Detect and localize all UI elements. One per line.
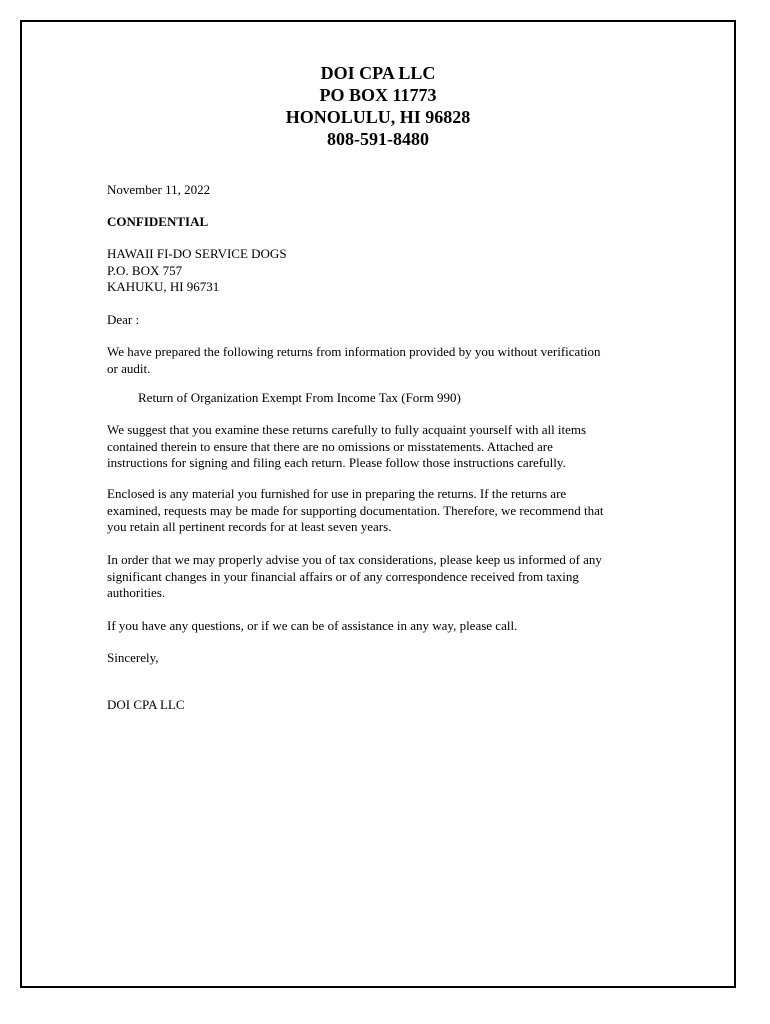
paragraph-line: We suggest that you examine these returns carefully to fully acquaint yourself with all items: [107, 422, 587, 437]
paragraph-line: In order that we may properly advise you of tax considerations, please keep us informed of any: [107, 552, 602, 567]
paragraph-line: significant changes in your financial affairs or of any correspondence received from taxing: [107, 568, 579, 584]
paragraph-line: examined, requests may be made for supporting documentation. Therefore, we recommend that: [107, 502, 604, 518]
firm-city-state-zip: HONOLULU, HI 96828: [285, 107, 471, 127]
return-item: Return of Organization Exempt From Income Tax (Form 990): [138, 390, 461, 405]
paragraph-tax-considerations: [107, 552, 647, 602]
recipient-po-box: P.O. BOX 757: [107, 262, 183, 278]
paragraph-line: Enclosed is any material you furnished for use in preparing the returns. If the returns are: [107, 486, 567, 501]
firm-phone: 808-591-8480: [327, 129, 429, 149]
paragraph-prepared-returns: [107, 344, 647, 377]
letterhead: [0, 62, 756, 150]
paragraph-enclosed-material: [107, 486, 647, 536]
paragraph-line: or audit.: [107, 360, 151, 376]
letter-date: November 11, 2022: [107, 182, 211, 197]
recipient-address: [107, 246, 647, 296]
salutation: Dear :: [107, 312, 140, 327]
closing: Sincerely,: [107, 650, 159, 665]
recipient-name: HAWAII FI-DO SERVICE DOGS: [107, 246, 287, 261]
firm-name: DOI CPA LLC: [320, 63, 436, 83]
paragraph-questions: If you have any questions, or if we can be of assistance in any way, please call.: [107, 618, 518, 633]
firm-po-box: PO BOX 11773: [319, 85, 437, 105]
paragraph-line: instructions for signing and filing each return. Please follow those instructions carefully.: [107, 455, 566, 470]
confidential-label: CONFIDENTIAL: [107, 214, 209, 229]
paragraph-line: contained therein to ensure that there are no omissions or misstatements. Attached are: [107, 438, 553, 454]
paragraph-line: you retain all pertinent records for at least seven years.: [107, 519, 392, 534]
paragraph-line: authorities.: [107, 585, 166, 600]
signature-firm: DOI CPA LLC: [107, 697, 185, 712]
paragraph-line: We have prepared the following returns from information provided by you without verification: [107, 344, 601, 359]
recipient-city-state-zip: KAHUKU, HI 96731: [107, 279, 220, 294]
paragraph-examine-returns: [107, 422, 647, 472]
